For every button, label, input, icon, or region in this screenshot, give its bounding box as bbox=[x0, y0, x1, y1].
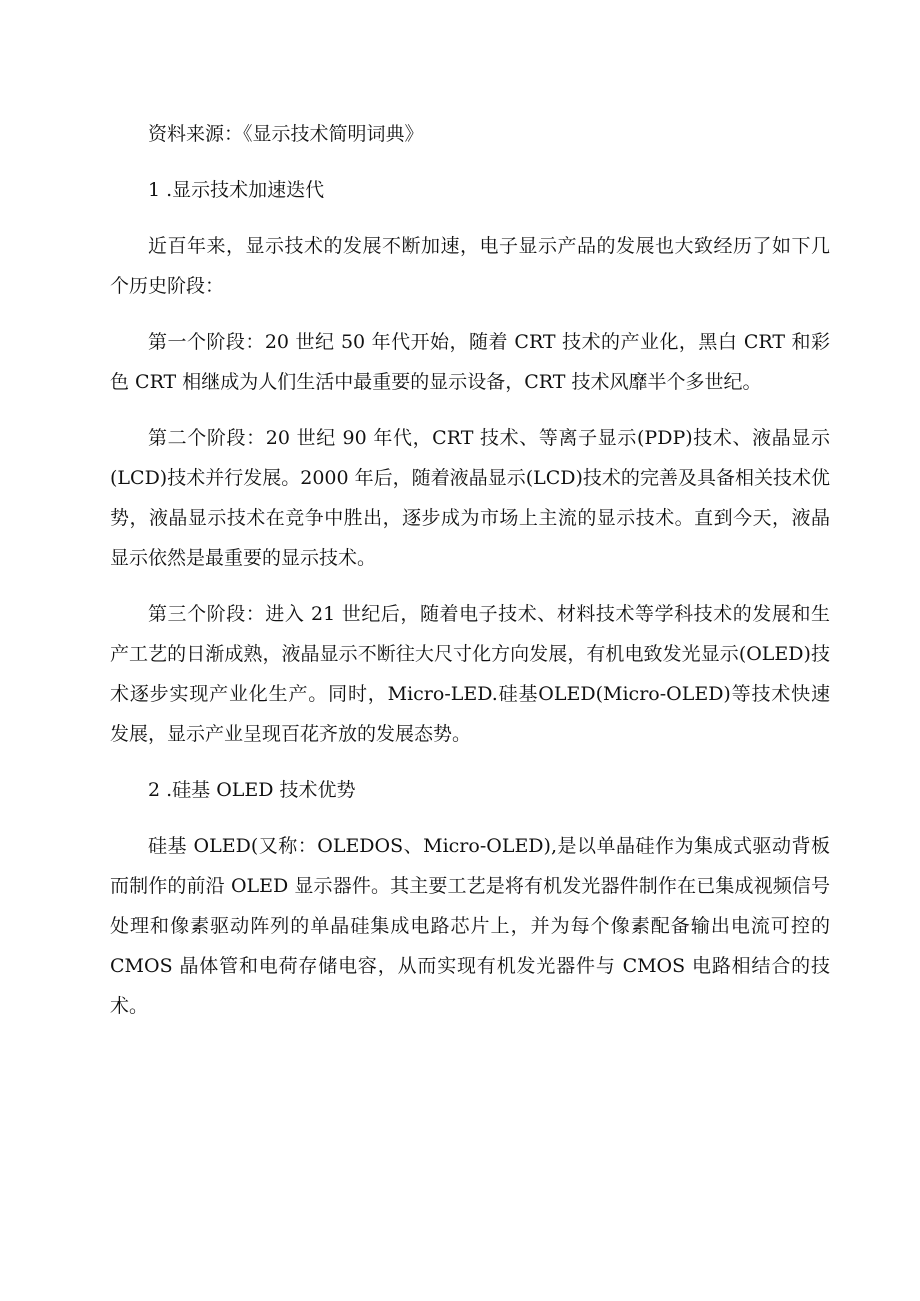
paragraph-oledos: 硅基 OLED(又称：OLEDOS、Micro-OLED),是以单晶硅作为集成式驱动背板而制作的前沿 OLED 显示器件。其主要工艺是将有机发光器件制作在已集成视频信号处理和像素驱动阵列的单晶硅集成电路芯片上，并为每个像素配备输出电流可控的 CMOS 晶体管和电荷存储电容，从而实现有机发光器件与 CMOS 电路相结合的技术。 bbox=[110, 835, 837, 1017]
section-heading-2: 2 .硅基 OLED 技术优势 bbox=[148, 779, 356, 801]
paragraph-stage-3: 第三个阶段：进入 21 世纪后，随着电子技术、材料技术等学科技术的发展和生产工艺的日渐成熟，液晶显示不断往大尺寸化方向发展，有机电致发光显示(OLED)技术逐步实现产业化生产。同时，Micro-LED.硅基OLED(Micro-OLED)等技术快速发展，显示产业呈现百花齐放的发展态势。 bbox=[110, 603, 830, 745]
source-line: 资料来源：《显示技术简明词典》 bbox=[148, 123, 424, 145]
document-body bbox=[110, 114, 837, 1042]
paragraph-intro: 近百年来，显示技术的发展不断加速，电子显示产品的发展也大致经历了如下几个历史阶段： bbox=[110, 235, 830, 297]
paragraph-stage-1: 第一个阶段：20 世纪 50 年代开始，随着 CRT 技术的产业化，黑白 CRT 和彩色 CRT 相继成为人们生活中最重要的显示设备，CRT 技术风靡半个多世纪。 bbox=[110, 331, 830, 393]
section-heading-1: 1 .显示技术加速迭代 bbox=[148, 179, 325, 201]
paragraph-stage-2: 第二个阶段：20 世纪 90 年代，CRT 技术、等离子显示(PDP)技术、液晶显示(LCD)技术并行发展。2000 年后，随着液晶显示(LCD)技术的完善及具备相关技术优势，液晶显示技术在竞争中胜出，逐步成为市场上主流的显示技术。直到今天，液晶显示依然是最重要的显示技术。 bbox=[110, 427, 830, 569]
